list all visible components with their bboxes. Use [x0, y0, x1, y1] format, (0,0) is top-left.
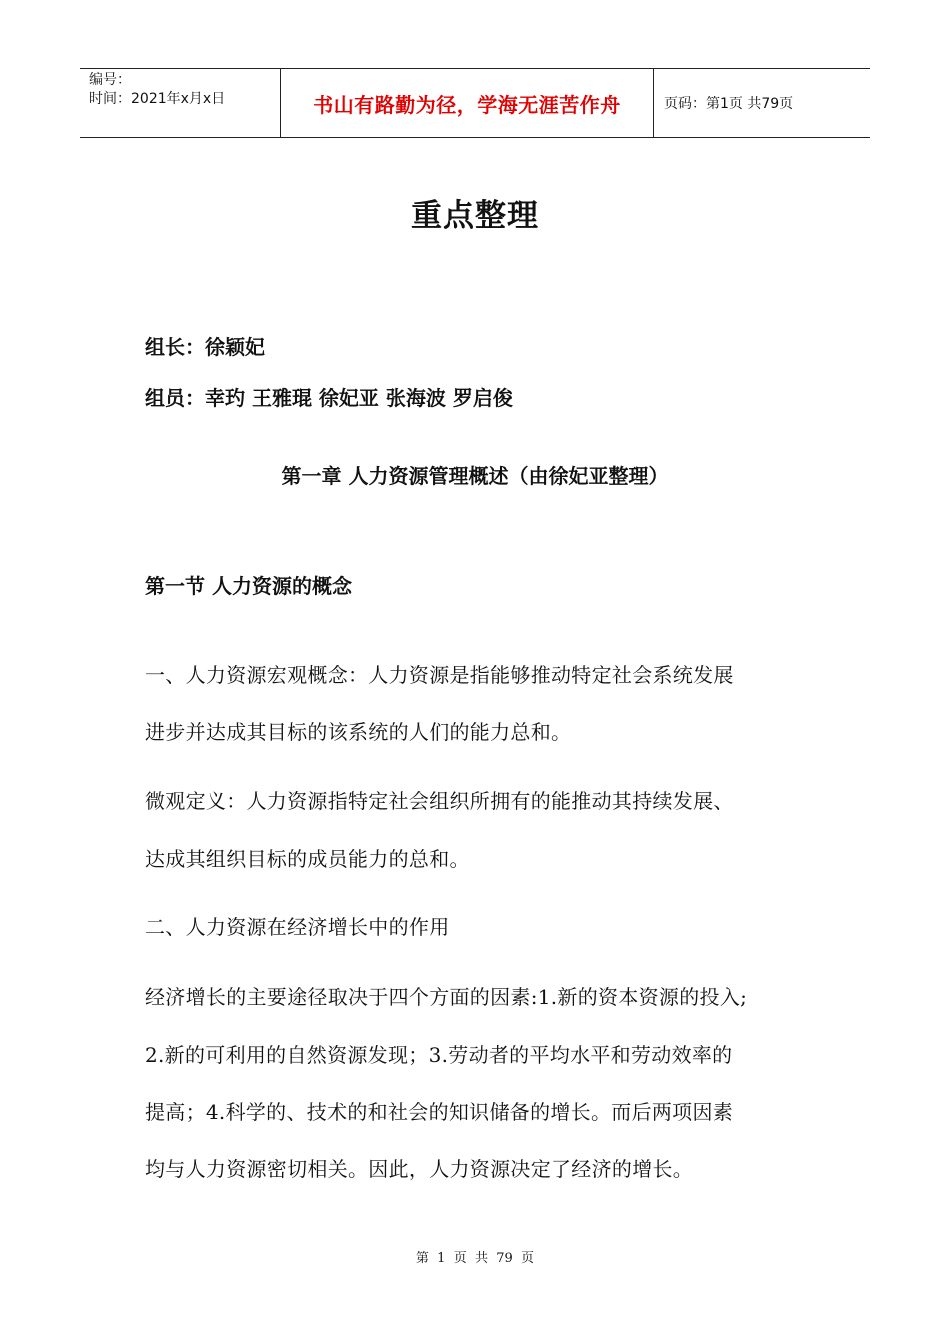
- chapter-title: 第一章 人力资源管理概述（由徐妃亚整理）: [281, 464, 669, 488]
- document-number-label: 编号：: [89, 72, 131, 88]
- page-footer: 第 1 页 共 79 页: [415, 1251, 535, 1266]
- header-page-info: 页码：第1页 共79页: [664, 96, 794, 112]
- paragraph-line: 二、人力资源在经济增长中的作用: [145, 915, 450, 939]
- paragraph-line: 一、人力资源宏观概念：人力资源是指能够推动特定社会系统发展: [145, 663, 734, 687]
- document-title: 重点整理: [411, 198, 539, 234]
- paragraph-line: 均与人力资源密切相关。因此，人力资源决定了经济的增长。: [145, 1157, 694, 1181]
- document-header: [80, 68, 870, 138]
- group-members: 组员：幸玓 王雅琨 徐妃亚 张海波 罗启俊: [145, 386, 513, 410]
- document-time-label: 时间：2021年x月x日: [89, 91, 226, 107]
- paragraph-line: 进步并达成其目标的该系统的人们的能力总和。: [145, 720, 572, 744]
- header-meta-cell: [80, 69, 281, 137]
- section-title: 第一节 人力资源的概念: [145, 574, 352, 598]
- header-motto: 书山有路勤为径，学海无涯苦作舟: [281, 69, 654, 137]
- paragraph-line: 经济增长的主要途径取决于四个方面的因素:1.新的资本资源的投入;: [145, 985, 748, 1009]
- paragraph-line: 微观定义：人力资源指特定社会组织所拥有的能推动其持续发展、: [145, 789, 734, 813]
- group-leader: 组长：徐颖妃: [145, 335, 265, 359]
- paragraph-line: 2.新的可利用的自然资源发现；3.劳动者的平均水平和劳动效率的: [145, 1043, 733, 1067]
- paragraph-line: 提高；4.科学的、技术的和社会的知识储备的增长。而后两项因素: [145, 1100, 734, 1124]
- paragraph-line: 达成其组织目标的成员能力的总和。: [145, 847, 470, 871]
